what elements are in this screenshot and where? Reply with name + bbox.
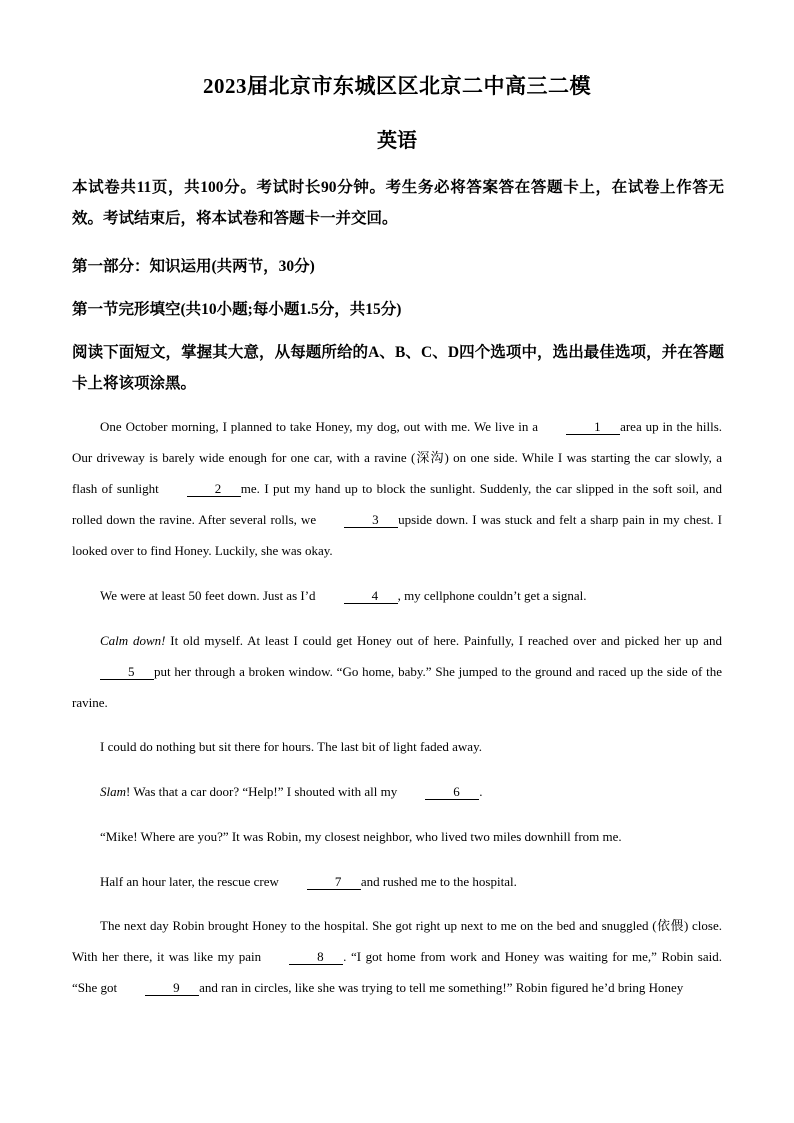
text: I could do nothing but sit there for hours. The last bit of light faded away. [100,739,482,754]
section-heading: 第一节完形填空(共10小题;每小题1.5分，共15分) [72,301,402,318]
text: area up in the hills. Our driveway is barely wide enough for one car, with a ravine (深沟) on one side. While I was starting the car slowly, a flash of sunlight [72,419,722,496]
part-heading: 第一部分：知识运用(共两节，30分) [72,258,315,275]
exam-notice: 本试卷共11页，共100分。考试时长90分钟。考生务必将答案答在答题卡上，在试卷上作答无效。考试结束后，将本试卷和答题卡一并交回。 [72,179,724,227]
passage-paragraph-6 [72,821,722,852]
text: and ran in circles, like she was trying to tell me something!” Robin figured he’d bring Honey [199,980,684,995]
text: We were at least 50 feet down. Just as I’d [100,588,316,603]
cloze-blank-9: 9 [117,972,199,1003]
text: and rushed me to the hospital. [360,874,517,889]
text: It old myself. At least I could get Honey out of here. Painfully, I reached over and picked her up and [165,633,722,648]
text: upside down. I was stuck and felt a sharp pain in my chest. I looked over to find Honey. Luckily, she was okay. [72,512,722,558]
text: , my cellphone couldn’t get a signal. [397,588,587,603]
subject-title: 英语 [377,130,417,152]
cloze-blank-6: 6 [397,776,479,807]
cloze-blank-7: 7 [279,866,361,897]
emphasis-text: Calm down! [100,633,166,648]
exam-title: 2023届北京市东城区区北京二中高三二模 [203,74,591,98]
passage-paragraph-3 [72,625,722,718]
cloze-blank-5: 5 [72,656,154,687]
cloze-blank-3: 3 [316,504,398,535]
directions: 阅读下面短文，掌握其大意，从每题所给的A、B、C、D四个选项中，选出最佳选项，并在答题卡上将该项涂黑。 [72,344,724,392]
text: “Mike! Where are you?” It was Robin, my closest neighbor, who lived two miles downhill from me. [100,829,622,844]
passage-paragraph-1 [72,411,722,566]
passage-paragraph-8 [72,910,722,1003]
passage-paragraph-4 [72,731,722,762]
cloze-blank-1: 1 [538,411,620,442]
passage-paragraph-7 [72,866,722,897]
cloze-blank-2: 2 [159,473,241,504]
passage-paragraph-5 [72,776,722,807]
text: put her through a broken window. “Go home, baby.” She jumped to the ground and raced up the side of the ravine. [72,664,722,710]
text: . [479,784,483,799]
text: me. I put my hand up to block the sunlight. Suddenly, the car slipped in the soft soil, and rolled down the ravine. After several rolls, we [72,481,723,527]
cloze-blank-8: 8 [261,941,343,972]
text: ! Was that a car door? “Help!” I shouted with all my [126,784,398,799]
passage-paragraph-2 [72,580,722,611]
emphasis-text: Slam [100,784,126,799]
text: One October morning, I planned to take Honey, my dog, out with me. We live in a [100,419,539,434]
text: Half an hour later, the rescue crew [100,874,279,889]
text: The next day Robin brought Honey to the hospital. She got right up next to me on the bed and snuggled (依偎) close. With her there, it was like my pain [72,918,722,964]
text: . “I got home from work and Honey was waiting for me,” Robin said. “She got [72,949,722,995]
cloze-blank-4: 4 [316,580,398,611]
